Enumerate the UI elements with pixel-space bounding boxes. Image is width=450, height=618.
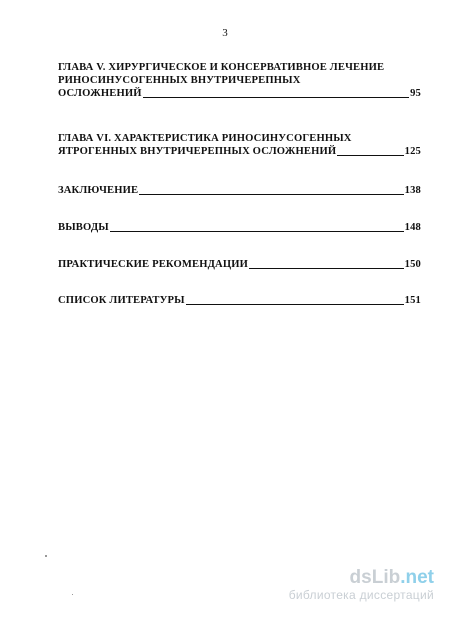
toc-leader-line <box>337 155 403 156</box>
toc-entry-chapter-6 <box>58 132 421 158</box>
toc-recommendations-title: ПРАКТИЧЕСКИЕ РЕКОМЕНДАЦИИ <box>58 259 249 270</box>
toc-leader-line <box>249 268 404 269</box>
toc-references-line <box>58 294 421 307</box>
watermark <box>289 568 434 602</box>
toc-chapter-5-page: 95 <box>410 88 421 99</box>
watermark-logo-main: dsLib <box>349 567 401 588</box>
toc-conclusion-page: 138 <box>404 185 421 196</box>
toc-chapter-6-line-2-text: ЯТРОГЕННЫХ ВНУТРИЧЕРЕПНЫХ ОСЛОЖНЕНИЙ <box>58 146 337 157</box>
watermark-logo <box>289 568 434 588</box>
toc-conclusion-line <box>58 184 421 197</box>
toc-chapter-6-page: 125 <box>404 146 421 157</box>
toc-entry-recommendations <box>58 258 421 271</box>
toc-entry-conclusion <box>58 184 421 197</box>
toc-chapter-5-line-3 <box>58 87 421 100</box>
toc-recommendations-line <box>58 258 421 271</box>
toc-leader-line <box>110 231 404 232</box>
toc-leader-line <box>139 194 403 195</box>
toc-chapter-5-line-3-text: ОСЛОЖНЕНИЙ <box>58 88 142 99</box>
toc-recommendations-page: 150 <box>404 259 421 270</box>
page-number: 3 <box>222 27 228 39</box>
toc-references-title: СПИСОК ЛИТЕРАТУРЫ <box>58 295 185 306</box>
toc-chapter-5-line-1: ГЛАВА V. ХИРУРГИЧЕСКОЕ И КОНСЕРВАТИВНОЕ ЛЕЧЕНИЕ <box>58 62 385 73</box>
toc-findings-title: ВЫВОДЫ <box>58 222 109 233</box>
toc-leader-line <box>143 97 409 98</box>
toc-leader-line <box>186 304 404 305</box>
toc-entry-chapter-5 <box>58 61 421 100</box>
toc-conclusion-title: ЗАКЛЮЧЕНИЕ <box>58 185 139 196</box>
toc-chapter-6-line-1: ГЛАВА VI. ХАРАКТЕРИСТИКА РИНОСИНУСОГЕННЫХ <box>58 133 352 144</box>
toc-entry-findings <box>58 221 421 234</box>
toc-references-page: 151 <box>404 295 421 306</box>
scan-speck <box>45 555 47 557</box>
toc-entry-references <box>58 294 421 307</box>
watermark-subtitle: библиотека диссертаций <box>288 588 434 602</box>
toc-findings-page: 148 <box>404 222 421 233</box>
toc-chapter-6-line-2 <box>58 145 421 158</box>
toc-findings-line <box>58 221 421 234</box>
watermark-logo-tld: .net <box>400 567 434 588</box>
scan-speck <box>72 594 73 595</box>
toc-chapter-5-line-2: РИНОСИНУСОГЕННЫХ ВНУТРИЧЕРЕПНЫХ <box>58 75 301 86</box>
